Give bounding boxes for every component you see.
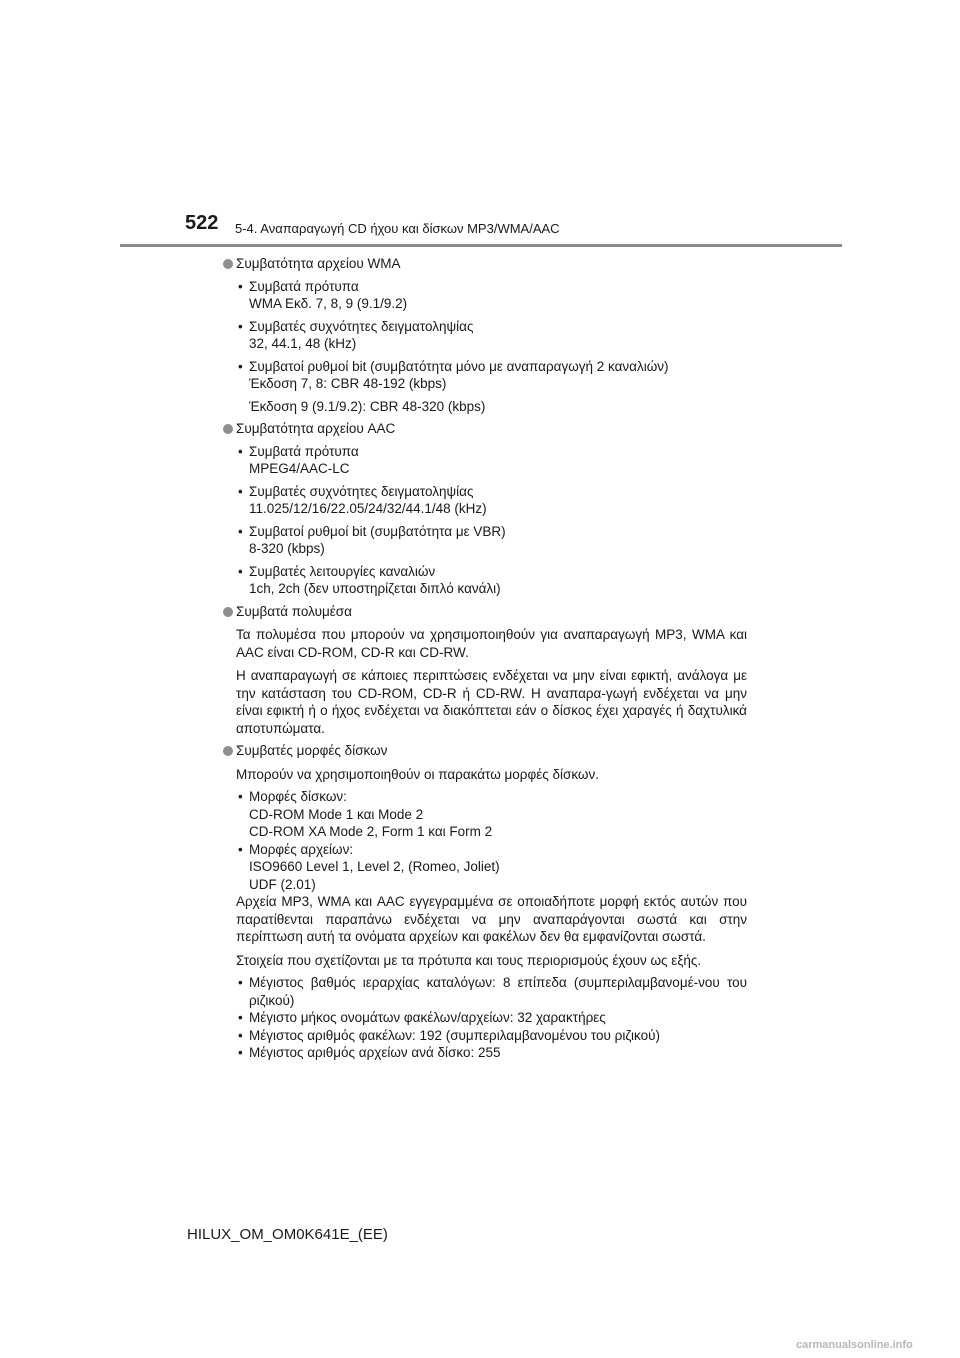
- list-item: • Μέγιστος αριθμός φακέλων: 192 (συμπεριλαμβανομένου του ριζικού): [238, 1027, 661, 1043]
- section-heading-aac: Συμβατότητα αρχείου AAC: [223, 420, 747, 438]
- page-content: [223, 255, 747, 1062]
- list-item: • Συμβατές λειτουργίες καναλιών 1ch, 2ch (δεν υποστηρίζεται διπλό κανάλι): [238, 563, 501, 596]
- paragraph: Στοιχεία που σχετίζονται με τα πρότυπα και τους περιορισμούς έχουν ως εξής.: [236, 952, 702, 968]
- page-header: [120, 212, 842, 246]
- paragraph: Η αναπαραγωγή σε κάποιες περιπτώσεις ενδέχεται να μην είναι εφικτή, ανάλογα με την κατάσταση του CD-ROM, CD-R ή CD-RW. Η αναπαρα-γωγή ενδέχεται να μην είναι εφικτή ή ο ήχος ενδέχεται να διακόπτεται εάν ο δίσκος έχει χαραγές ή δαχτυλικά αποτυπώματα.: [236, 668, 747, 736]
- list-item: • Συμβατά πρότυπα WMA Εκδ. 7, 8, 9 (9.1/9.2): [238, 278, 408, 311]
- chapter-title: 5-4. Αναπαραγωγή CD ήχου και δίσκων MP3/WMA/AAC: [235, 221, 560, 236]
- bullet-dot-icon: [223, 424, 233, 434]
- list-item: • Μορφές αρχείων: ISO9660 Level 1, Level 2, (Romeo, Joliet) UDF (2.01): [238, 841, 500, 892]
- list-item: • Συμβατές συχνότητες δειγματοληψίας 32, 44.1, 48 (kHz): [238, 318, 474, 351]
- list-continuation: Έκδοση 9 (9.1/9.2): CBR 48-320 (kbps): [249, 398, 486, 414]
- list-item: • Μέγιστο μήκος ονομάτων φακέλων/αρχείων: 32 χαρακτήρες: [238, 1010, 606, 1025]
- watermark[interactable]: carmanualsonline.info: [796, 1339, 913, 1351]
- bullet-dot-icon: [223, 746, 233, 756]
- list-item: • Μορφές δίσκων: CD-ROM Mode 1 και Mode 2 CD-ROM XA Mode 2, Form 1 και Form 2: [238, 789, 493, 839]
- section-heading-formats: Συμβατές μορφές δίσκων: [223, 742, 747, 760]
- footer-doc-code: HILUX_OM_OM0K641E_(EE): [187, 1226, 388, 1243]
- list-item: • Συμβατοί ρυθμοί bit (συμβατότητα με VBR) 8-320 (kbps): [238, 523, 506, 556]
- list-item: • Συμβατά πρότυπα MPEG4/AAC-LC: [238, 443, 359, 476]
- paragraph: Αρχεία MP3, WMA και AAC εγγεγραμμένα σε οποιαδήποτε μορφή εκτός αυτών που παρατίθενται παραπάνω ενδέχεται να μην αναπαράγονται σωστά και στην περίπτωση αυτή τα ονόματα αρχείων και φακέλων δεν θα εμφανίζονται σωστά.: [236, 894, 747, 944]
- section-heading-wma: Συμβατότητα αρχείου WMA: [223, 255, 747, 273]
- page-number: 522: [185, 212, 219, 234]
- list-item: • Συμβατοί ρυθμοί bit (συμβατότητα μόνο με αναπαραγωγή 2 καναλιών) Έκδοση 7, 8: CBR 48-192 (kbps): [238, 358, 669, 391]
- paragraph: Μπορούν να χρησιμοποιηθούν οι παρακάτω μορφές δίσκων.: [236, 766, 599, 782]
- list-item: • Μέγιστος βαθμός ιεραρχίας καταλόγων: 8 επίπεδα (συμπεριλαμβανομέ-νου του ριζικού): [238, 975, 747, 1008]
- bullet-dot-icon: [223, 607, 233, 617]
- bullet-dot-icon: [223, 259, 233, 269]
- paragraph: Τα πολυμέσα που μπορούν να χρησιμοποιηθούν για αναπαραγωγή MP3, WMA και AAC είναι CD-ROM, CD-R και CD-RW.: [236, 627, 747, 660]
- header-rule: [120, 244, 842, 247]
- list-item: • Μέγιστος αριθμός αρχείων ανά δίσκο: 255: [238, 1045, 501, 1060]
- section-heading-media: Συμβατά πολυμέσα: [223, 603, 747, 621]
- list-item: • Συμβατές συχνότητες δειγματοληψίας 11.025/12/16/22.05/24/32/44.1/48 (kHz): [238, 483, 487, 516]
